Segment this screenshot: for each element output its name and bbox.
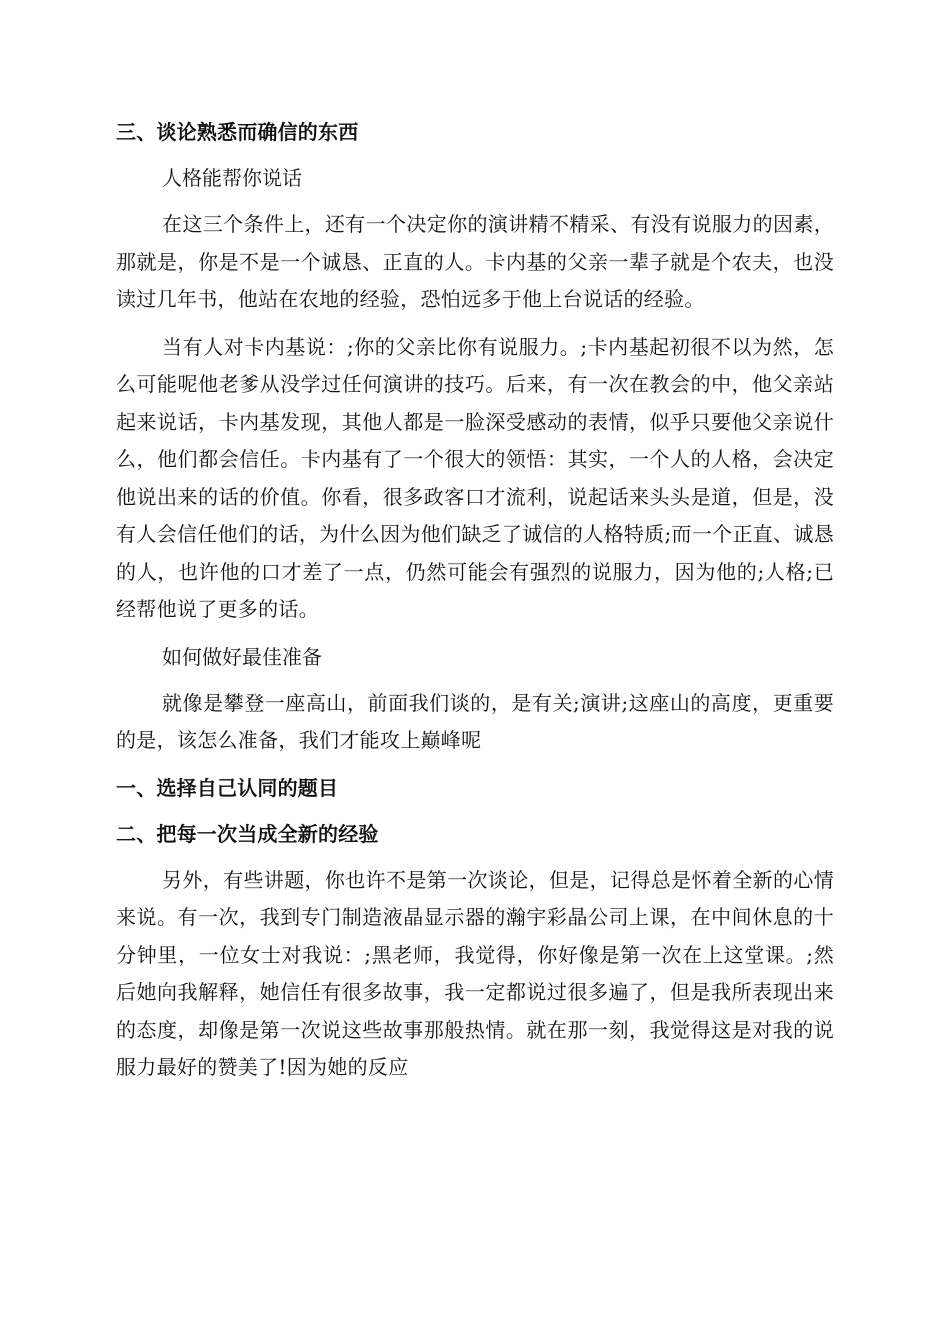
paragraph-3: 就像是攀登一座高山，前面我们谈的，是有关;演讲;这座山的高度，更重要的是，该怎么准备，我们才能攻上巅峰呢 xyxy=(116,690,834,752)
document-body xyxy=(116,114,834,1097)
section-heading-2: 二、把每一次当成全新的经验 xyxy=(116,821,379,846)
paragraph-4: 另外，有些讲题，你也许不是第一次谈论，但是，记得总是怀着全新的心情来说。有一次，我到专门制造液晶显示器的瀚宇彩晶公司上课，在中间休息的十分钟里，一位女士对我说：;黑老师，我觉得，你好像是第一次在上这堂课。;然后她向我解释，她信任有很多故事，我一定都说过很多遍了，但是我所表现出来的态度，却像是第一次说这些故事那般热情。就在那一刻，我觉得这是对我的说服力最好的赞美了!因为她的反应 xyxy=(116,867,834,1079)
subheading-personality: 人格能帮你说话 xyxy=(162,166,302,190)
section-heading-3: 三、谈论熟悉而确信的东西 xyxy=(116,120,359,144)
section-heading-1: 一、选择自己认同的题目 xyxy=(116,775,339,800)
paragraph-1: 在这三个条件上，还有一个决定你的演讲精不精采、有没有说服力的因素，那就是，你是不是一个诚恳、正直的人。卡内基的父亲一辈子就是个农夫，也没读过几年书，他站在农地的经验，恐怕远多于他上台说话的经验。 xyxy=(116,212,834,311)
subheading-preparation: 如何做好最佳准备 xyxy=(162,644,322,669)
paragraph-2: 当有人对卡内基说：;你的父亲比你有说服力。;卡内基起初很不以为然，怎么可能呢他老爹从没学过任何演讲的技巧。后来，有一次在教会的中，他父亲站起来说话，卡内基发现，其他人都是一脸深受感动的表情，似乎只要他父亲说什么，他们都会信任。卡内基有了一个很大的领悟：其实，一个人的人格，会决定他说出来的话的价值。你看，很多政客口才流利，说起话来头头是道，但是，没有人会信任他们的话，为什么因为他们缺乏了诚信的人格特质;而一个正直、诚恳的人，也许他的口才差了一点，仍然可能会有强烈的说服力，因为他的;人格;已经帮他说了更多的话。 xyxy=(116,334,834,621)
